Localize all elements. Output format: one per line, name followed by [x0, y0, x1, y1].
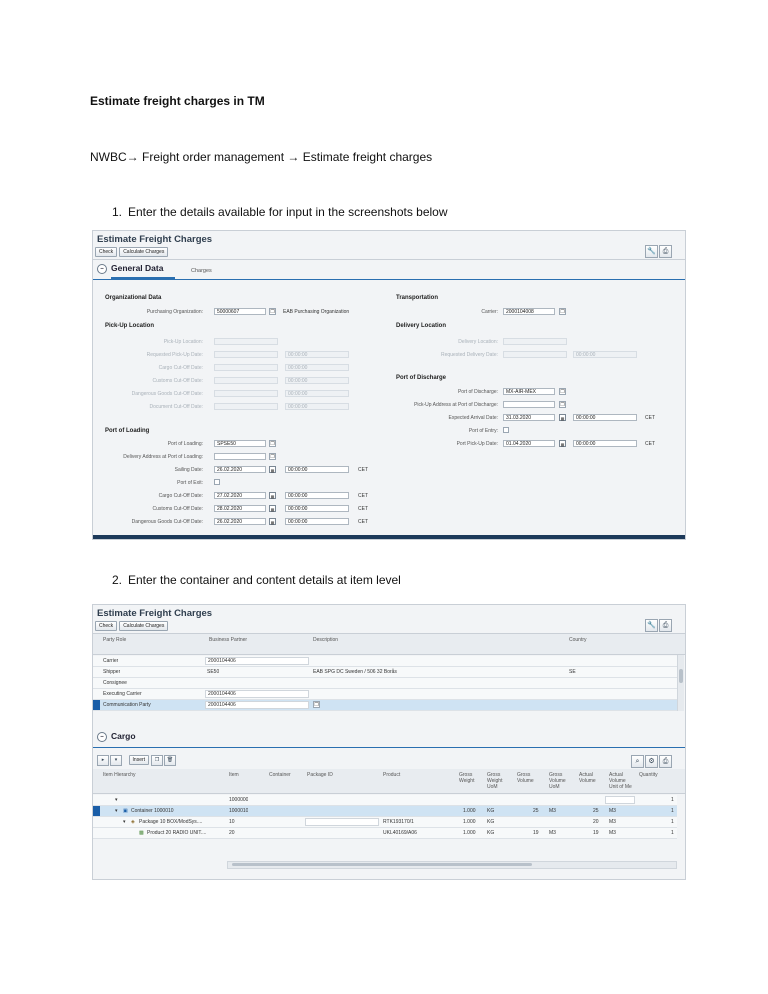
print-icon[interactable]: ⎙ — [659, 245, 672, 258]
pickup-location-heading: Pick-Up Location — [105, 323, 155, 329]
col-description: Description — [313, 637, 339, 643]
col-country: Country — [569, 637, 587, 643]
package-id-field[interactable] — [305, 818, 379, 826]
check-button[interactable]: Check — [95, 621, 117, 631]
table-row[interactable] — [93, 795, 677, 806]
cargo-item: 20 — [229, 830, 235, 836]
party-scrollbar[interactable] — [677, 655, 684, 711]
table-row[interactable] — [93, 667, 677, 678]
row-selector[interactable] — [93, 806, 100, 816]
cargo-item: 1000010 — [229, 808, 249, 814]
party-table-header — [93, 634, 685, 655]
delete-icon[interactable]: 🗑 — [164, 755, 176, 766]
col-product: Product — [383, 772, 401, 778]
cargo-table-header — [93, 769, 685, 794]
pol-cargo-cutoff-field[interactable]: 27.02.2020 — [214, 492, 266, 499]
pickup-location-label: Pick-Up Location: — [163, 339, 203, 345]
delivery-address-pol-label: Delivery Address at Port of Loading: — [123, 454, 203, 460]
customs-cutoff-label: Customs Cut-Off Date: — [152, 378, 203, 384]
calendar-icon[interactable]: ▦ — [560, 416, 565, 421]
party-country: SE — [569, 669, 576, 675]
cargo-actual-volume: 25 — [593, 808, 599, 814]
req-delivery-date-label: Requested Delivery Date: — [441, 352, 498, 358]
pol-cargo-tz: CET — [358, 493, 368, 499]
expected-arrival-label: Expected Arrival Date: — [448, 415, 498, 421]
cargo-cutoff-label: Cargo Cut-Off Date: — [158, 365, 203, 371]
pol-customs-cutoff-time[interactable]: 00:00:00 — [285, 505, 349, 512]
cargo-gross-weight-uom: KG — [487, 819, 495, 825]
business-partner-field[interactable]: 2000104406 — [205, 690, 309, 698]
pickup-address-pod-field[interactable] — [503, 401, 555, 408]
wrench-icon[interactable]: 🔧 — [645, 619, 658, 632]
cargo-hierarchy: Product 20 RADIO UNIT.... — [147, 830, 207, 836]
cargo-product: UKL40169/A06 — [383, 830, 417, 836]
insert-button[interactable]: Insert — [129, 755, 150, 765]
section-title: General Data — [111, 263, 164, 273]
port-of-loading-heading: Port of Loading — [105, 428, 150, 434]
cargo-actual-volume-unit: M3 — [609, 819, 616, 825]
sailing-date-field[interactable]: 26.02.2020 — [214, 466, 266, 473]
purch-org-label: Purchasing Organization: — [146, 309, 203, 315]
table-row[interactable] — [93, 656, 677, 667]
cargo-gross-weight: 1.000 — [463, 830, 476, 836]
purch-org-desc: EAB Purchasing Organization — [283, 309, 350, 315]
pickup-tz: CET — [645, 441, 655, 447]
pol-dg-cutoff-time[interactable]: 00:00:00 — [285, 518, 349, 525]
port-of-loading-label: Port of Loading: — [167, 441, 203, 447]
pickup-location-field — [214, 338, 278, 345]
cargo-gross-volume-uom: M3 — [549, 830, 556, 836]
product-icon: ▩ — [139, 830, 144, 836]
port-pickup-time-field[interactable]: 00:00:00 — [573, 440, 637, 447]
col-package-id: Package ID — [307, 772, 333, 778]
col-actual-volume: Actual Volume — [579, 772, 596, 784]
req-delivery-time-field: 00:00:00 — [573, 351, 637, 358]
section-general-data[interactable] — [97, 263, 163, 274]
value-help-icon[interactable]: ❐ — [270, 454, 275, 460]
calendar-icon[interactable]: ▦ — [270, 520, 275, 525]
port-of-discharge-label: Port of Discharge: — [457, 389, 498, 395]
business-partner: SE50 — [207, 669, 220, 675]
delivery-location-heading: Delivery Location — [396, 323, 447, 329]
collapse-icon[interactable]: – — [97, 732, 107, 742]
value-help-icon[interactable]: ❐ — [560, 402, 565, 408]
value-help-icon[interactable]: ❐ — [560, 389, 565, 395]
col-business-partner: Business Partner — [209, 637, 248, 643]
row-selector[interactable] — [93, 700, 100, 710]
value-help-icon[interactable]: ❐ — [314, 702, 319, 708]
business-partner-field[interactable]: 2000104406 — [205, 657, 309, 665]
col-quantity: Quantity — [639, 772, 658, 778]
pol-dg-tz: CET — [358, 519, 368, 525]
calculate-charges-button[interactable]: Calculate Charges — [119, 621, 168, 631]
step-1 — [112, 205, 448, 219]
pol-dg-cutoff-field[interactable]: 26.02.2020 — [214, 518, 266, 525]
cargo-item: 1000000 — [229, 797, 249, 803]
doc-cutoff-time-field: 00:00:00 — [285, 403, 349, 410]
carrier-field[interactable]: 2000104008 — [503, 308, 555, 315]
carrier-label: Carrier: — [481, 309, 498, 315]
party-role: Carrier — [103, 658, 119, 664]
port-of-exit-checkbox[interactable] — [214, 479, 220, 485]
doc-cutoff-label: Document Cut-Off Date: — [149, 404, 203, 410]
port-of-discharge-heading: Port of Discharge — [396, 375, 447, 381]
req-pickup-date-label: Requested Pick-Up Date: — [146, 352, 203, 358]
business-partner-field[interactable]: 2000104406 — [205, 701, 309, 709]
sailing-time-field[interactable]: 00:00:00 — [285, 466, 349, 473]
copy-icon[interactable]: ❐ — [151, 755, 163, 766]
col-gross-volume-uom: Gross Volume UoM — [549, 772, 566, 790]
col-party-role: Party Role — [103, 637, 127, 643]
table-row[interactable] — [93, 689, 677, 700]
delivery-location-label: Delivery Location: — [458, 339, 498, 345]
step-2 — [112, 573, 401, 587]
screenshot-cargo — [92, 604, 686, 880]
cargo-quantity: 1 — [671, 819, 674, 825]
cargo-gross-weight-uom: KG — [487, 808, 495, 814]
calculate-charges-button[interactable]: Calculate Charges — [119, 247, 168, 257]
customs-cutoff-field — [214, 377, 278, 384]
navigation-path: NWBC→ Freight order management → Estimate freight charges — [90, 150, 433, 164]
horizontal-scrollbar[interactable] — [227, 861, 677, 869]
cargo-actual-volume-unit: M3 — [609, 808, 616, 814]
wrench-icon[interactable]: 🔧 — [645, 245, 658, 258]
cargo-toolbar — [97, 755, 177, 766]
party-description: EAB SPG DC Sweden / 506 32 Borås — [313, 669, 397, 675]
port-of-loading-field[interactable]: SPSE50 — [214, 440, 266, 447]
dg-cutoff-label: Dangerous Goods Cut-Off Date: — [131, 391, 203, 397]
tree-toggle-icon[interactable]: ▾ — [115, 797, 118, 803]
step-2-text: Enter the container and content details at item level — [128, 573, 401, 587]
sailing-tz: CET — [358, 467, 368, 473]
cargo-gross-weight-uom: KG — [487, 830, 495, 836]
cargo-quantity: 1 — [671, 808, 674, 814]
col-actual-volume-unit: Actual Volume Unit of Me — [609, 772, 632, 790]
container-icon: ▣ — [123, 808, 128, 814]
tree-toggle-icon[interactable]: ▾ — [115, 808, 118, 814]
package-icon: ◈ — [131, 819, 135, 825]
table-row-selected[interactable] — [93, 806, 677, 817]
req-pickup-date-field — [214, 351, 278, 358]
cargo-actual-volume-unit: M3 — [609, 830, 616, 836]
cargo-quantity: 1 — [671, 830, 674, 836]
port-pickup-date-label: Port Pick-Up Date: — [456, 441, 498, 447]
calendar-icon[interactable]: ▦ — [270, 468, 275, 473]
req-pickup-time-field: 00:00:00 — [285, 351, 349, 358]
value-help-icon[interactable]: ❐ — [270, 309, 275, 315]
toolbar — [95, 621, 170, 630]
tree-toggle-icon[interactable]: ▾ — [123, 819, 126, 825]
print-icon[interactable]: ⎙ — [659, 755, 672, 768]
value-help-icon[interactable]: ❐ — [560, 309, 565, 315]
cargo-actual-volume: 19 — [593, 830, 599, 836]
cargo-product: RTK193170/1 — [383, 819, 414, 825]
pol-cargo-cutoff-label: Cargo Cut-Off Date: — [158, 493, 203, 499]
pickup-address-pod-label: Pick-Up Address at Port of Discharge: — [414, 402, 498, 408]
collapse-icon[interactable]: – — [97, 264, 107, 274]
party-role: Consignee — [103, 680, 127, 686]
party-role: Communication Party — [103, 702, 151, 708]
arrival-tz: CET — [645, 415, 655, 421]
cargo-hierarchy: Container 1000010 — [131, 808, 174, 814]
cargo-gross-weight: 1.000 — [463, 819, 476, 825]
check-button[interactable]: Check — [95, 247, 117, 257]
cargo-gross-volume-uom: M3 — [549, 808, 556, 814]
tab-charges[interactable]: Charges — [191, 268, 212, 274]
sailing-date-label: Sailing Date: — [174, 467, 203, 473]
cargo-gross-volume: 19 — [533, 830, 539, 836]
expand-icon[interactable]: ▸ — [97, 755, 109, 766]
cargo-cutoff-time-field: 00:00:00 — [285, 364, 349, 371]
customs-cutoff-time-field: 00:00:00 — [285, 377, 349, 384]
search-icon[interactable]: ⌕ — [631, 755, 644, 768]
transportation-heading: Transportation — [396, 295, 439, 301]
table-row[interactable] — [93, 817, 677, 828]
col-container: Container — [269, 772, 291, 778]
value-help-icon[interactable]: ❐ — [270, 441, 275, 447]
org-data-heading: Organizational Data — [105, 295, 162, 301]
screenshot-general-data — [92, 230, 686, 540]
cargo-gross-volume: 25 — [533, 808, 539, 814]
pol-cargo-cutoff-time[interactable]: 00:00:00 — [285, 492, 349, 499]
document-title: Estimate freight charges in TM — [90, 94, 265, 108]
col-gross-weight-uom: Gross Weight UoM — [487, 772, 503, 790]
expected-arrival-date-field[interactable]: 31.03.2020 — [503, 414, 555, 421]
cargo-gross-weight: 1.000 — [463, 808, 476, 814]
table-row-selected[interactable] — [93, 700, 677, 711]
port-of-exit-label: Port of Exit: — [177, 480, 203, 486]
cargo-actual-volume: 20 — [593, 819, 599, 825]
pol-dg-cutoff-label: Dangerous Goods Cut-Off Date: — [131, 519, 203, 525]
cargo-hierarchy: Package 10 BOX/ModSys.... — [139, 819, 203, 825]
section-title: Cargo — [111, 731, 136, 741]
pol-customs-tz: CET — [358, 506, 368, 512]
filter-icon[interactable]: ⚙ — [645, 755, 658, 768]
screenshot-edge — [93, 535, 685, 539]
print-icon[interactable]: ⎙ — [659, 619, 672, 632]
table-row[interactable] — [93, 678, 677, 689]
purch-org-field[interactable]: 50000607 — [214, 308, 266, 315]
party-role: Shipper — [103, 669, 121, 675]
col-gross-volume: Gross Volume — [517, 772, 534, 784]
calendar-icon[interactable]: ▦ — [560, 442, 565, 447]
req-delivery-date-field — [503, 351, 567, 358]
actual-volume-unit-field[interactable] — [605, 796, 635, 804]
doc-cutoff-field — [214, 403, 278, 410]
col-gross-weight: Gross Weight — [459, 772, 475, 784]
table-row[interactable] — [93, 828, 677, 839]
step-1-number: 1. — [112, 205, 123, 219]
port-pickup-date-field[interactable]: 01.04.2020 — [503, 440, 555, 447]
step-2-number: 2. — [112, 573, 123, 587]
dg-cutoff-field — [214, 390, 278, 397]
calendar-icon[interactable]: ▦ — [270, 494, 275, 499]
calendar-icon[interactable]: ▦ — [270, 507, 275, 512]
port-of-entry-checkbox[interactable] — [503, 427, 509, 433]
dg-cutoff-time-field: 00:00:00 — [285, 390, 349, 397]
cargo-item: 10 — [229, 819, 235, 825]
port-of-entry-label: Port of Entry: — [468, 428, 498, 434]
party-role: Executing Carrier — [103, 691, 142, 697]
pol-customs-cutoff-label: Customs Cut-Off Date: — [152, 506, 203, 512]
toolbar — [95, 247, 170, 256]
step-1-text: Enter the details available for input in the screenshots below — [128, 205, 448, 219]
cargo-quantity: 1 — [671, 797, 674, 803]
section-cargo[interactable] — [97, 731, 136, 742]
app-title: Estimate Freight Charges — [97, 608, 213, 619]
col-item-hierarchy: Item Hierarchy — [103, 772, 136, 778]
collapse-all-icon[interactable]: ▾ — [110, 755, 122, 766]
delivery-address-pol-field[interactable] — [214, 453, 266, 460]
cargo-cutoff-field — [214, 364, 278, 371]
app-title: Estimate Freight Charges — [97, 234, 213, 245]
port-of-discharge-field[interactable]: MX-AIR-MEX — [503, 388, 555, 395]
expected-arrival-time-field[interactable]: 00:00:00 — [573, 414, 637, 421]
pol-customs-cutoff-field[interactable]: 28.02.2020 — [214, 505, 266, 512]
col-item: Item — [229, 772, 239, 778]
delivery-location-field — [503, 338, 567, 345]
